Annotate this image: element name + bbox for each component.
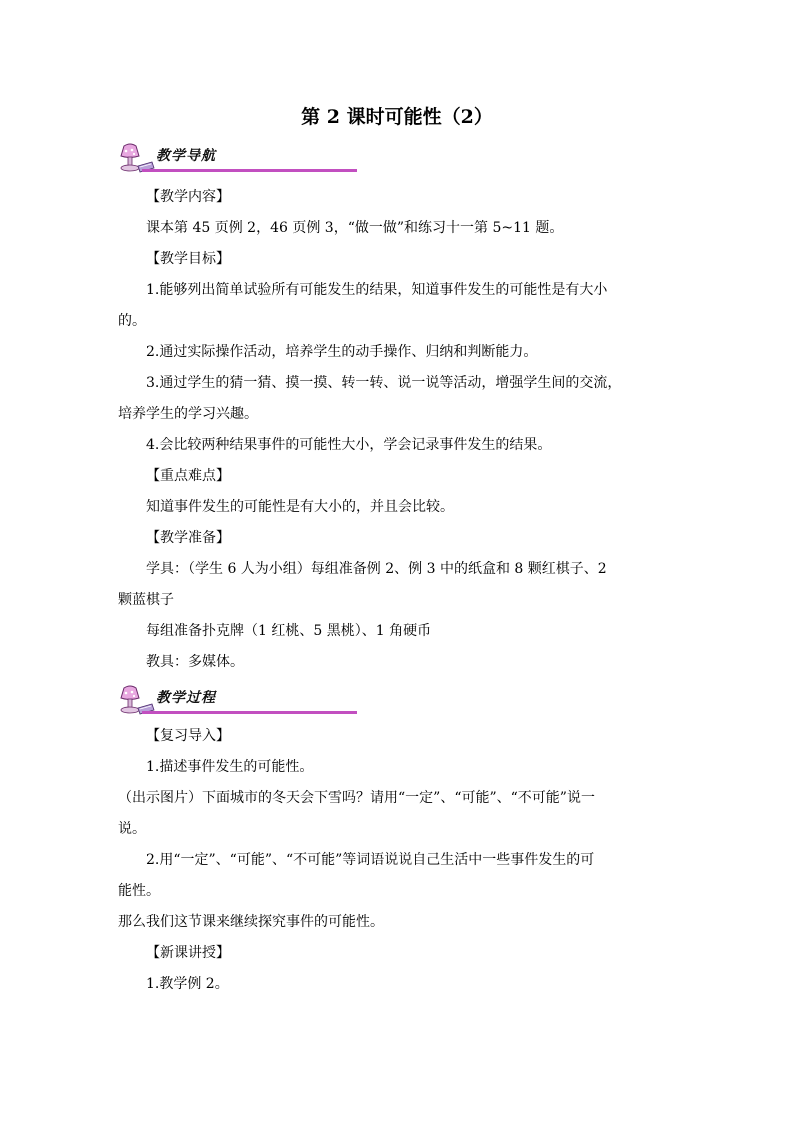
prep-2: 每组准备扑克牌（1 红桃、5 黑桃）、1 角硬币 (146, 623, 432, 639)
review-2: 2.用“一定”、“可能”、“不可能”等词语说说自己生活中一些事件发生的可 (146, 852, 595, 868)
review-1-question-cont: 说。 (118, 821, 146, 837)
review-2-cont: 能性。 (118, 883, 160, 899)
review-end: 那么我们这节课来继续探究事件的可能性。 (118, 914, 384, 930)
review-1-question: （出示图片）下面城市的冬天会下雪吗？请用“一定”、“可能”、“不可能”说一 (118, 790, 595, 806)
heading-content: 【教学内容】 (146, 189, 230, 205)
goal-4: 4.会比较两种结果事件的可能性大小，学会记录事件发生的结果。 (146, 437, 552, 453)
heading-new: 【新课讲授】 (146, 945, 230, 961)
paragraph-key: 知道事件发生的可能性是有大小的，并且会比较。 (146, 499, 454, 515)
heading-goals: 【教学目标】 (146, 251, 230, 267)
prep-1: 学具：（学生 6 人为小组）每组准备例 2、例 3 中的纸盒和 8 颗红棋子、2 (146, 561, 607, 577)
section-header-process (116, 684, 246, 714)
goal-3-cont: 培养学生的学习兴趣。 (118, 406, 258, 422)
goal-2: 2.通过实际操作活动，培养学生的动手操作、归纳和判断能力。 (146, 344, 538, 360)
heading-review: 【复习导入】 (146, 728, 230, 744)
new-1: 1.教学例 2。 (146, 976, 229, 992)
goal-3: 3.通过学生的猜一猜、摸一摸、转一转、说一说等活动，增强学生间的交流， (146, 375, 622, 391)
page-title: 第 2 课时可能性（2） (301, 106, 493, 128)
prep-1-cont: 颗蓝棋子 (118, 592, 174, 608)
paragraph-content: 课本第 45 页例 2，46 页例 3，“做一做”和练习十一第 5~11 题。 (146, 220, 564, 236)
heading-key: 【重点难点】 (146, 468, 230, 484)
section-underline (142, 711, 357, 714)
prep-3: 教具：多媒体。 (146, 654, 244, 670)
section-label-guide: 教学导航 (156, 148, 216, 164)
goal-1: 1.能够列出简单试验所有可能发生的结果，知道事件发生的可能性是有大小 (146, 282, 608, 298)
heading-prep: 【教学准备】 (146, 530, 230, 546)
section-header-guide (116, 142, 246, 172)
section-label-process: 教学过程 (156, 690, 216, 706)
review-1: 1.描述事件发生的可能性。 (146, 759, 314, 775)
goal-1-cont: 的。 (118, 313, 146, 329)
section-underline (142, 169, 357, 172)
